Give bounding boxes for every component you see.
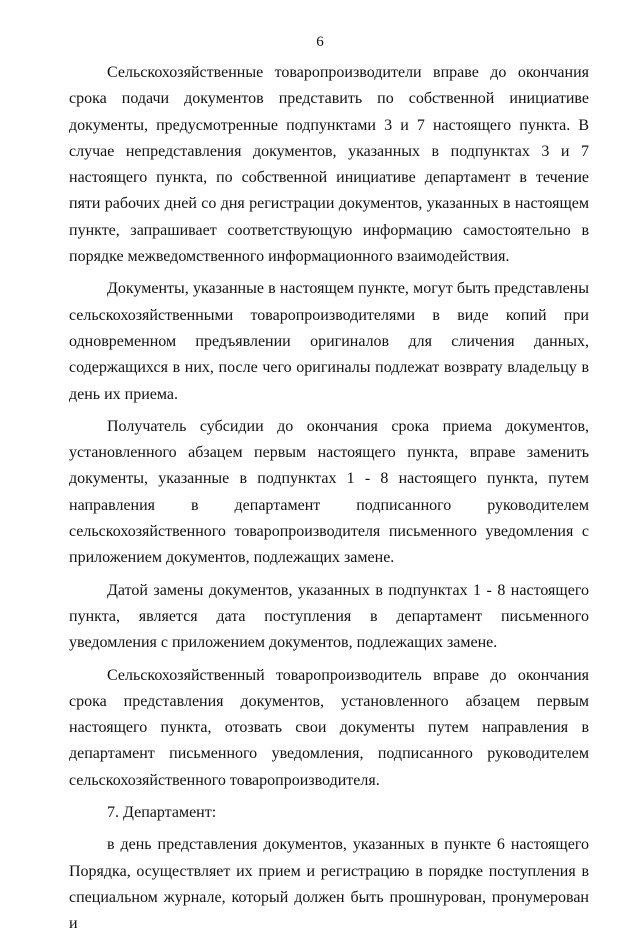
paragraph-5: Сельскохозяйственный товаропроизводитель вправе до окончания срока представления документов, установленного абзацем первым настоящего пункта, отозвать свои документы путем направления в департамент письменного уведомления, подписанного руководителем сельскохозяйственного товаропроизводителя. [69, 666, 589, 789]
paragraph-3: Получатель субсидии до окончания срока приема документов, установленного абзацем первым настоящего пункта, вправе заменить документы, указанные в подпунктах 1 - 8 настоящего пункта, путем направления в департамент подписанного руководителем сельскохозяйственного товаропроизводителя письменного уведомления с приложением документов, подлежащих замене. [69, 417, 589, 567]
page-number: 6 [316, 34, 324, 50]
body-text [69, 60, 589, 944]
paragraph-7: в день представления документов, указанных в пункте 6 настоящего Порядка, осуществляет их прием и регистрацию в порядке поступления в специальном журнале, который должен быть прошнурован, пронумерован и [69, 836, 589, 933]
paragraph-4: Датой замены документов, указанных в подпунктах 1 - 8 настоящего пункта, является дата поступления в департамент письменного уведомления с приложением документов, подлежащих замене. [69, 581, 589, 652]
paragraph-6: 7. Департамент: [107, 804, 217, 822]
paragraph-2: Документы, указанные в настоящем пункте, могут быть представлены сельскохозяйственными товаропроизводителями в виде копий при одновременном предъявлении оригиналов для сличения данных, содержащихся в них, после чего оригиналы подлежат возврату владельцу в день их приема. [69, 280, 589, 403]
paragraph-1: Сельскохозяйственные товаропроизводители вправе до окончания срока подачи документов представить по собственной инициативе документы, предусмотренные подпунктами 3 и 7 настоящего пункта. В случае непредставления документов, указанных в подпунктах 3 и 7 настоящего пункта, по собственной инициативе департамент в течение пяти рабочих дней со дня регистрации документов, указанных в настоящем пункте, запрашивает соответствующую информацию самостоятельно в порядке межведомственного информационного взаимодействия. [69, 64, 589, 266]
